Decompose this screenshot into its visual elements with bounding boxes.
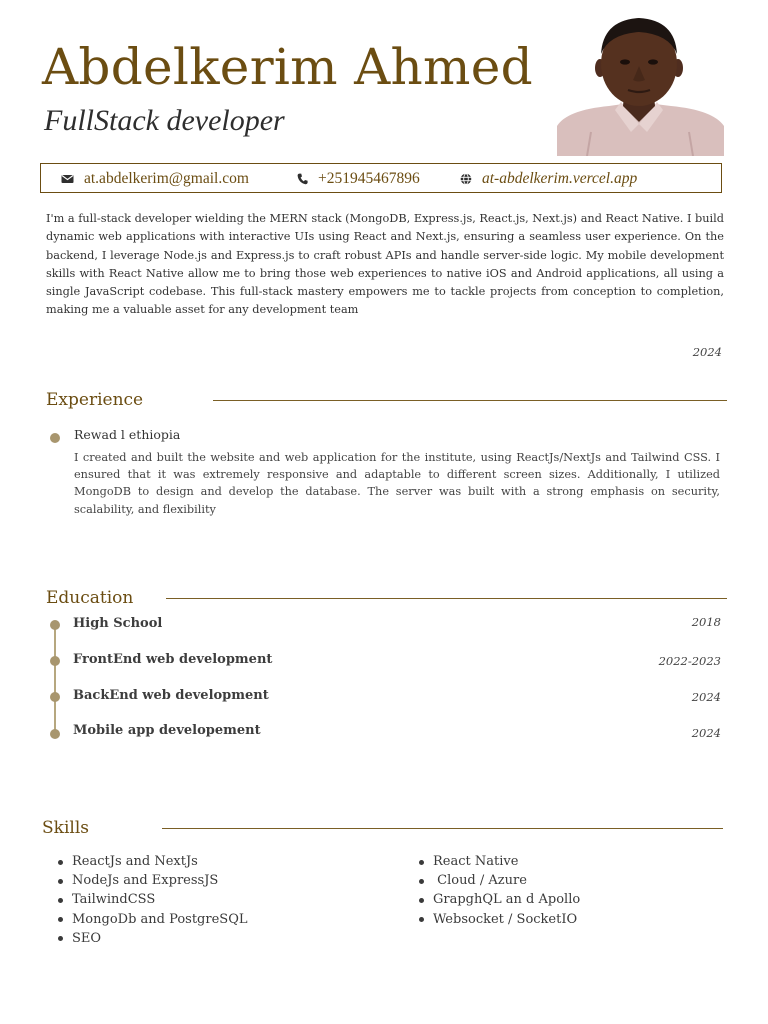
phone-icon bbox=[297, 173, 308, 185]
education-item-year: 2024 bbox=[691, 690, 721, 704]
skills-list-left bbox=[46, 852, 247, 948]
summary-year: 2024 bbox=[692, 345, 722, 359]
website-contact[interactable] bbox=[460, 170, 637, 188]
education-item-year: 2018 bbox=[691, 615, 721, 629]
experience-company: Rewad l ethiopia bbox=[74, 427, 181, 442]
education-item-label: BackEnd web development bbox=[73, 688, 269, 703]
globe-icon bbox=[460, 173, 472, 185]
profile-photo bbox=[557, 14, 724, 156]
skill-item: ReactJs and NextJs bbox=[46, 852, 247, 871]
contact-bar bbox=[40, 163, 722, 193]
phone-text[interactable]: +251945467896 bbox=[318, 170, 420, 187]
timeline-dot bbox=[50, 656, 60, 666]
skill-item: MongoDb and PostgreSQL bbox=[46, 910, 247, 929]
skill-item: Websocket / SocketIO bbox=[407, 910, 580, 929]
phone-contact[interactable] bbox=[297, 170, 420, 188]
education-item-year: 2022-2023 bbox=[658, 654, 721, 668]
education-item-label: High School bbox=[73, 616, 163, 631]
education-divider bbox=[166, 598, 727, 599]
experience-heading: Experience bbox=[46, 390, 144, 410]
skills-divider bbox=[162, 828, 723, 829]
education-item-label: Mobile app developement bbox=[73, 723, 261, 738]
education-item-year: 2024 bbox=[691, 726, 721, 740]
skill-item: Cloud / Azure bbox=[407, 871, 580, 890]
email-text[interactable]: at.abdelkerim@gmail.com bbox=[84, 170, 249, 187]
timeline-dot bbox=[50, 692, 60, 702]
skills-list-right bbox=[407, 852, 580, 929]
education-heading: Education bbox=[46, 588, 134, 608]
skill-item: TailwindCSS bbox=[46, 890, 247, 909]
experience-description: I created and built the website and web application for the institute, using ReactJs/NextJs and Tailwind CSS. I ensured that it was extremely responsive and adaptable to different screen sizes. Additionally, I utilized MongoDB to design and develop the database. The server was built with a strong emphasis on security, scalability, and flexibility bbox=[74, 451, 720, 516]
skills-heading: Skills bbox=[42, 818, 89, 838]
education-item-label: FrontEnd web development bbox=[73, 652, 273, 667]
skill-item: GrapghQL an d Apollo bbox=[407, 890, 580, 909]
website-text[interactable]: at-abdelkerim.vercel.app bbox=[482, 170, 638, 187]
skill-item: NodeJs and ExpressJS bbox=[46, 871, 247, 890]
job-title: FullStack developer bbox=[44, 104, 285, 137]
timeline-dot bbox=[50, 620, 60, 630]
education-timeline bbox=[54, 626, 56, 734]
envelope-icon bbox=[61, 174, 74, 184]
skill-item: React Native bbox=[407, 852, 580, 871]
email-contact[interactable] bbox=[61, 170, 249, 188]
experience-divider bbox=[213, 400, 727, 401]
summary-text: I'm a full-stack developer wielding the MERN stack (MongoDB, Express.js, React.js, Next.js) and React Native. I build dynamic web applications with interactive UIs using React and Next.js, ensuring a seamless user experience. On the backend, I leverage Node.js and Express.js to craft robust APIs and handle server-side logic. My mobile development skills with React Native allow me to bring those web experiences to native iOS and Android applications, all using a single JavaScript codebase. This full-stack mastery empowers me to tackle projects from conception to completion, making me a valuable asset for any development team bbox=[46, 212, 724, 317]
experience-bullet bbox=[50, 433, 60, 443]
timeline-dot bbox=[50, 729, 60, 739]
candidate-name: Abdelkerim Ahmed bbox=[42, 38, 533, 96]
skill-item: SEO bbox=[46, 929, 247, 948]
